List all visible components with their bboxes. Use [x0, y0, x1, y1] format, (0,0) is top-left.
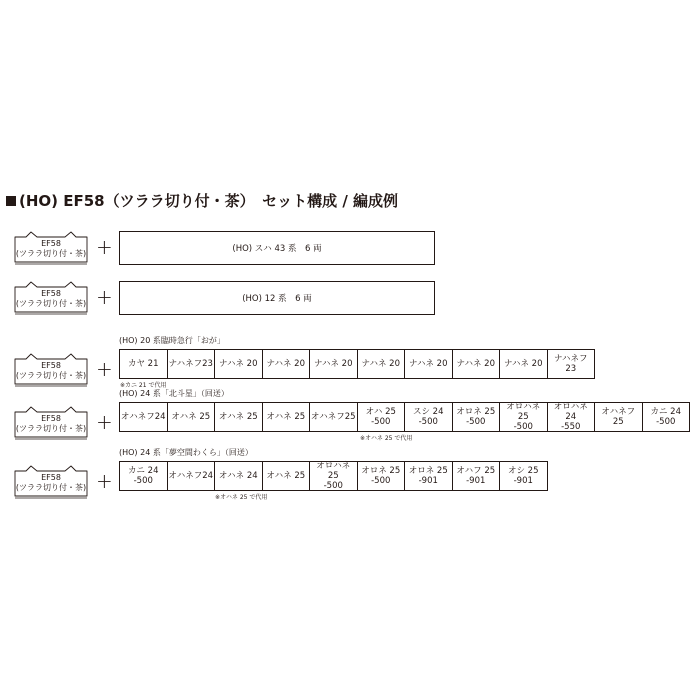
car-box	[262, 349, 311, 379]
car-box	[499, 402, 548, 432]
car-box	[357, 349, 406, 379]
locomotive-ef58	[12, 464, 90, 500]
car-label: オハフ 25 -901	[456, 466, 496, 486]
page-title	[6, 190, 398, 211]
car-label: オハネ 25	[266, 412, 306, 422]
car-box	[119, 349, 168, 379]
car-box	[594, 402, 643, 432]
car-label: ナハネ 20	[266, 359, 305, 369]
car-label: オシ 25 -901	[507, 466, 539, 486]
plus-sign: +	[96, 469, 113, 493]
car-label: カヤ 21	[127, 359, 159, 369]
locomotive-ef58	[12, 280, 90, 316]
car-box	[214, 349, 263, 379]
car-label: オハネフ24	[120, 412, 166, 422]
car-box	[404, 461, 453, 491]
car-label: ナハネ 20	[218, 359, 258, 369]
car-label: オハ 25 -500	[365, 407, 396, 427]
car-box	[309, 402, 358, 432]
car-box	[404, 349, 453, 379]
car-label: カニ 24 -500	[127, 466, 159, 486]
plus-sign: +	[96, 357, 113, 381]
car-label: ナハネ 20	[408, 359, 448, 369]
car-label: オロハネ 25 -500	[506, 402, 541, 432]
title-square-icon	[6, 196, 16, 206]
car-box	[167, 402, 216, 432]
car-box	[119, 461, 168, 491]
plus-sign: +	[96, 235, 113, 259]
set-box	[119, 281, 435, 315]
car-box	[452, 349, 501, 379]
car-box	[309, 461, 358, 491]
plus-sign: +	[96, 410, 113, 434]
car-box	[642, 402, 691, 432]
formation-cars	[119, 349, 594, 379]
car-box	[547, 349, 596, 379]
car-box	[499, 461, 548, 491]
car-label: オハネ 25	[218, 412, 258, 422]
car-box	[167, 461, 216, 491]
locomotive-name: EF58	[41, 361, 61, 370]
locomotive-variant: (ツララ切り付・茶)	[15, 299, 87, 308]
car-label: オロネ 25 -901	[408, 466, 448, 486]
locomotive-name: EF58	[41, 414, 61, 423]
title-text: (HO) EF58（ツララ切り付・茶） セット構成 / 編成例	[19, 192, 399, 210]
locomotive-name: EF58	[41, 473, 61, 482]
formation-note: ※カニ 21 で代用	[120, 382, 167, 389]
car-label: ナハネ 20	[361, 359, 400, 369]
locomotive-variant: (ツララ切り付・茶)	[15, 249, 87, 258]
car-label: ナハネフ23	[168, 359, 213, 369]
plus-sign: +	[96, 285, 113, 309]
car-label: ナハネ 20	[456, 359, 495, 369]
car-label: オハネ 25	[266, 471, 306, 481]
locomotive-label	[12, 239, 90, 259]
car-label: オロハネ 25 -500	[316, 461, 351, 491]
car-label: ナハネ 20	[313, 359, 353, 369]
car-box	[262, 461, 311, 491]
car-label: オロハネ 24 -550	[553, 402, 588, 432]
locomotive-name: EF58	[41, 289, 61, 298]
car-label: オハネフ 25	[601, 407, 636, 427]
car-label: ナハネフ 23	[554, 354, 588, 374]
locomotive-variant: (ツララ切り付・茶)	[15, 424, 87, 433]
car-box	[214, 402, 263, 432]
car-box	[452, 402, 501, 432]
car-box	[547, 402, 596, 432]
car-box	[452, 461, 501, 491]
locomotive-ef58	[12, 352, 90, 388]
car-label: スシ 24 -500	[412, 407, 444, 427]
car-label: オロネ 25 -500	[361, 466, 401, 486]
locomotive-variant: (ツララ切り付・茶)	[15, 483, 87, 492]
car-label: オロネ 25 -500	[456, 407, 496, 427]
formation-note: ※オハネ 25 で代用	[215, 494, 268, 501]
set-label: (HO) スハ 43 系 6 両	[232, 244, 322, 254]
set-box	[119, 231, 435, 265]
formation-cars	[119, 461, 547, 491]
locomotive-label	[12, 473, 90, 493]
car-box	[167, 349, 216, 379]
car-box	[499, 349, 548, 379]
set-label: (HO) 12 系 6 両	[242, 294, 312, 304]
formation-label: (HO) 20 系臨時急行「おが」	[119, 336, 225, 345]
car-box	[119, 402, 168, 432]
locomotive-ef58	[12, 230, 90, 266]
car-box	[357, 461, 406, 491]
car-box	[404, 402, 453, 432]
formation-note: ※オハネ 25 で代用	[360, 435, 413, 442]
locomotive-name: EF58	[41, 239, 61, 248]
car-label: ナハネ 20	[503, 359, 543, 369]
car-box	[357, 402, 406, 432]
formation-label: (HO) 24 系「北斗星」（回送）	[119, 389, 229, 398]
locomotive-label	[12, 289, 90, 309]
locomotive-label	[12, 414, 90, 434]
car-box	[309, 349, 358, 379]
locomotive-label	[12, 361, 90, 381]
car-label: オハネ 24	[218, 471, 258, 481]
locomotive-variant: (ツララ切り付・茶)	[15, 371, 87, 380]
car-label: カニ 24 -500	[650, 407, 682, 427]
car-label: オハネフ25	[310, 412, 356, 422]
car-box	[262, 402, 311, 432]
car-box	[214, 461, 263, 491]
formation-label: (HO) 24 系「夢空間わくら」（回送）	[119, 448, 253, 457]
formation-cars	[119, 402, 689, 432]
car-label: オハネフ24	[168, 471, 214, 481]
locomotive-ef58	[12, 405, 90, 441]
car-label: オハネ 25	[171, 412, 211, 422]
